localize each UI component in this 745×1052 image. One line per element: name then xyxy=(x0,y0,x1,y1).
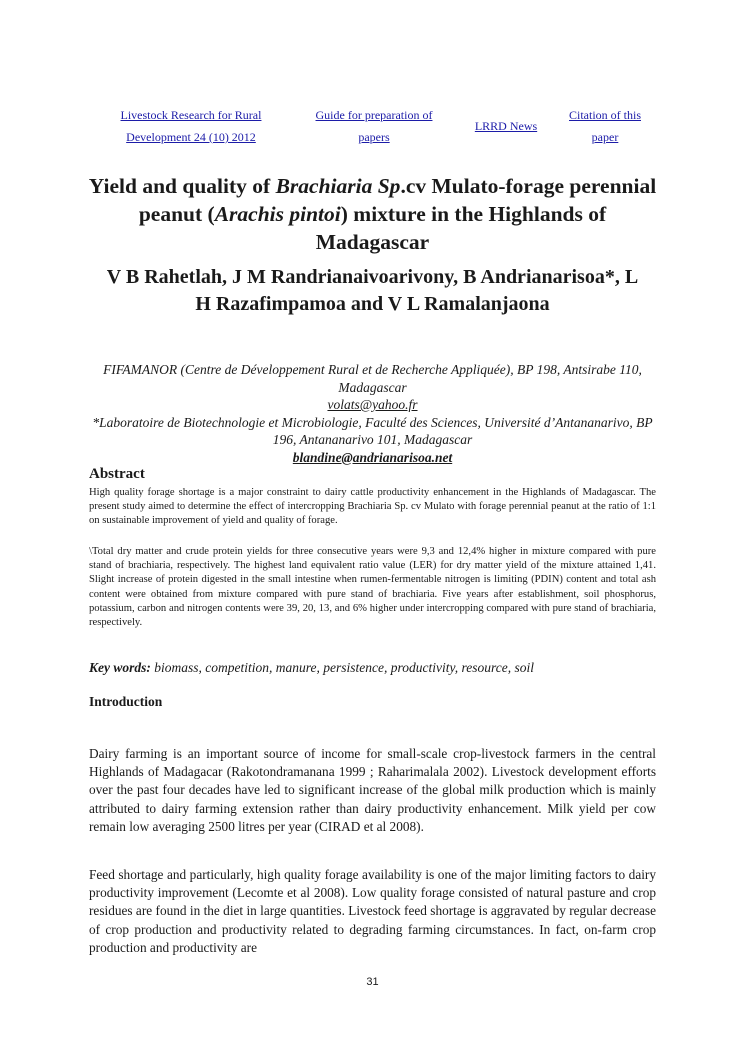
affiliations xyxy=(90,361,655,466)
email-2[interactable]: blandine@andrianarisoa.net xyxy=(292,449,453,465)
keywords-text: biomass, competition, manure, persistence, productivity, resource, soil xyxy=(150,660,534,675)
affiliation-1: FIFAMANOR (Centre de Développement Rural et de Recherche Appliquée), BP 198, Antsirabe 110, Madagascar xyxy=(103,362,642,395)
introduction-paragraph-2: Feed shortage and particularly, high quality forage availability is one of the major limiting factors to dairy productivity improvement (Lecomte et al 2008). Low quality forage consisted of natural pasture and crop residues are found in the diet in large quantities. Livestock feed shortage is aggravated by regular decrease of crop production and productivity related to degrading farming circumstances. In fact, on-farm crop production and productivity are xyxy=(89,867,656,955)
introduction-paragraph-1: Dairy farming is an important source of income for small-scale crop-livestock farmers in the central Highlands of Madagacar (Rakotondramanana 1999 ; Raharimalala 2002). Livestock development efforts over the past four decades have led to significant increase of the global milk production which is mainly attributed to dairy farming extension rather than dairy productivity enhancement. Milk yield per cow remain low averaging 2500 litres per year (CIRAD et al 2008). xyxy=(89,746,656,834)
citation-link-line1: Citation of this xyxy=(569,108,641,122)
keywords-label: Key words: xyxy=(89,660,151,675)
citation-link[interactable] xyxy=(556,104,654,148)
paper-title xyxy=(80,172,665,256)
affiliation-2: *Laboratoire de Biotechnologie et Microbiologie, Faculté des Sciences, Université d’Antananarivo, BP 196, Antananarivo 101, Madagascar xyxy=(92,414,653,447)
title-part2: .cv Mulato-forage perennial peanut ( xyxy=(138,174,657,226)
abstract-heading: Abstract xyxy=(89,466,145,482)
title-italic1: Brachiaria Sp xyxy=(275,174,401,198)
citation-link-line2: paper xyxy=(591,130,619,144)
news-link-label: LRRD News xyxy=(474,119,538,133)
title-part3: ) mixture in the Highlands of Madagascar xyxy=(315,202,607,254)
guide-link[interactable] xyxy=(292,104,456,148)
email-1[interactable]: volats@yahoo.fr xyxy=(327,397,418,412)
title-part1: Yield and quality of xyxy=(88,174,276,198)
abstract-paragraph-2: \Total dry matter and crude protein yields for three consecutive years were 9,3 and 12,4% higher in mixture compared with pure stand of brachiaria, respectively. The highest land equivalent ratio value (LER) for dry matter yield of the mixture attained 1,41. Slight increase of protein digested in the small intestine when rumen-fermentable nitrogen is limiting (PDIN) content and total ash content were obtained from mixture compared with pure stand of brachiaria. Five years after establishment, soil phosphorus, potassium, carbon and nitrogen contents were 39, 20, 13, and 6% higher under intercropping compared with pure stand of brachiaria, respectively. xyxy=(89,546,656,629)
title-italic2: Arachis pintoi xyxy=(214,202,341,226)
journal-link-line2: Development 24 (10) 2012 xyxy=(126,130,256,144)
page-number: 31 xyxy=(366,976,379,988)
guide-link-line2: papers xyxy=(358,130,390,144)
guide-link-line1: Guide for preparation of xyxy=(315,108,433,122)
keywords xyxy=(89,660,656,676)
journal-link-line1: Livestock Research for Rural xyxy=(120,108,262,122)
header-nav xyxy=(92,104,654,148)
journal-issue-link[interactable] xyxy=(92,104,290,148)
introduction-heading: Introduction xyxy=(89,694,163,709)
authors: V B Rahetlah, J M Randrianaivoarivony, B Andrianarisoa*, L H Razafimpamoa and V L Ramalanjaona xyxy=(106,266,639,315)
news-link[interactable] xyxy=(458,115,554,137)
abstract-paragraph-1: High quality forage shortage is a major constraint to dairy cattle productivity enhancement in the Highlands of Madagascar. The present study aimed to determine the effect of intercropping Brachiaria Sp. cv Mulato with forage perennial peanut at the ratio of 1:1 on sustainable improvement of yield and quality of forage. xyxy=(89,487,656,527)
